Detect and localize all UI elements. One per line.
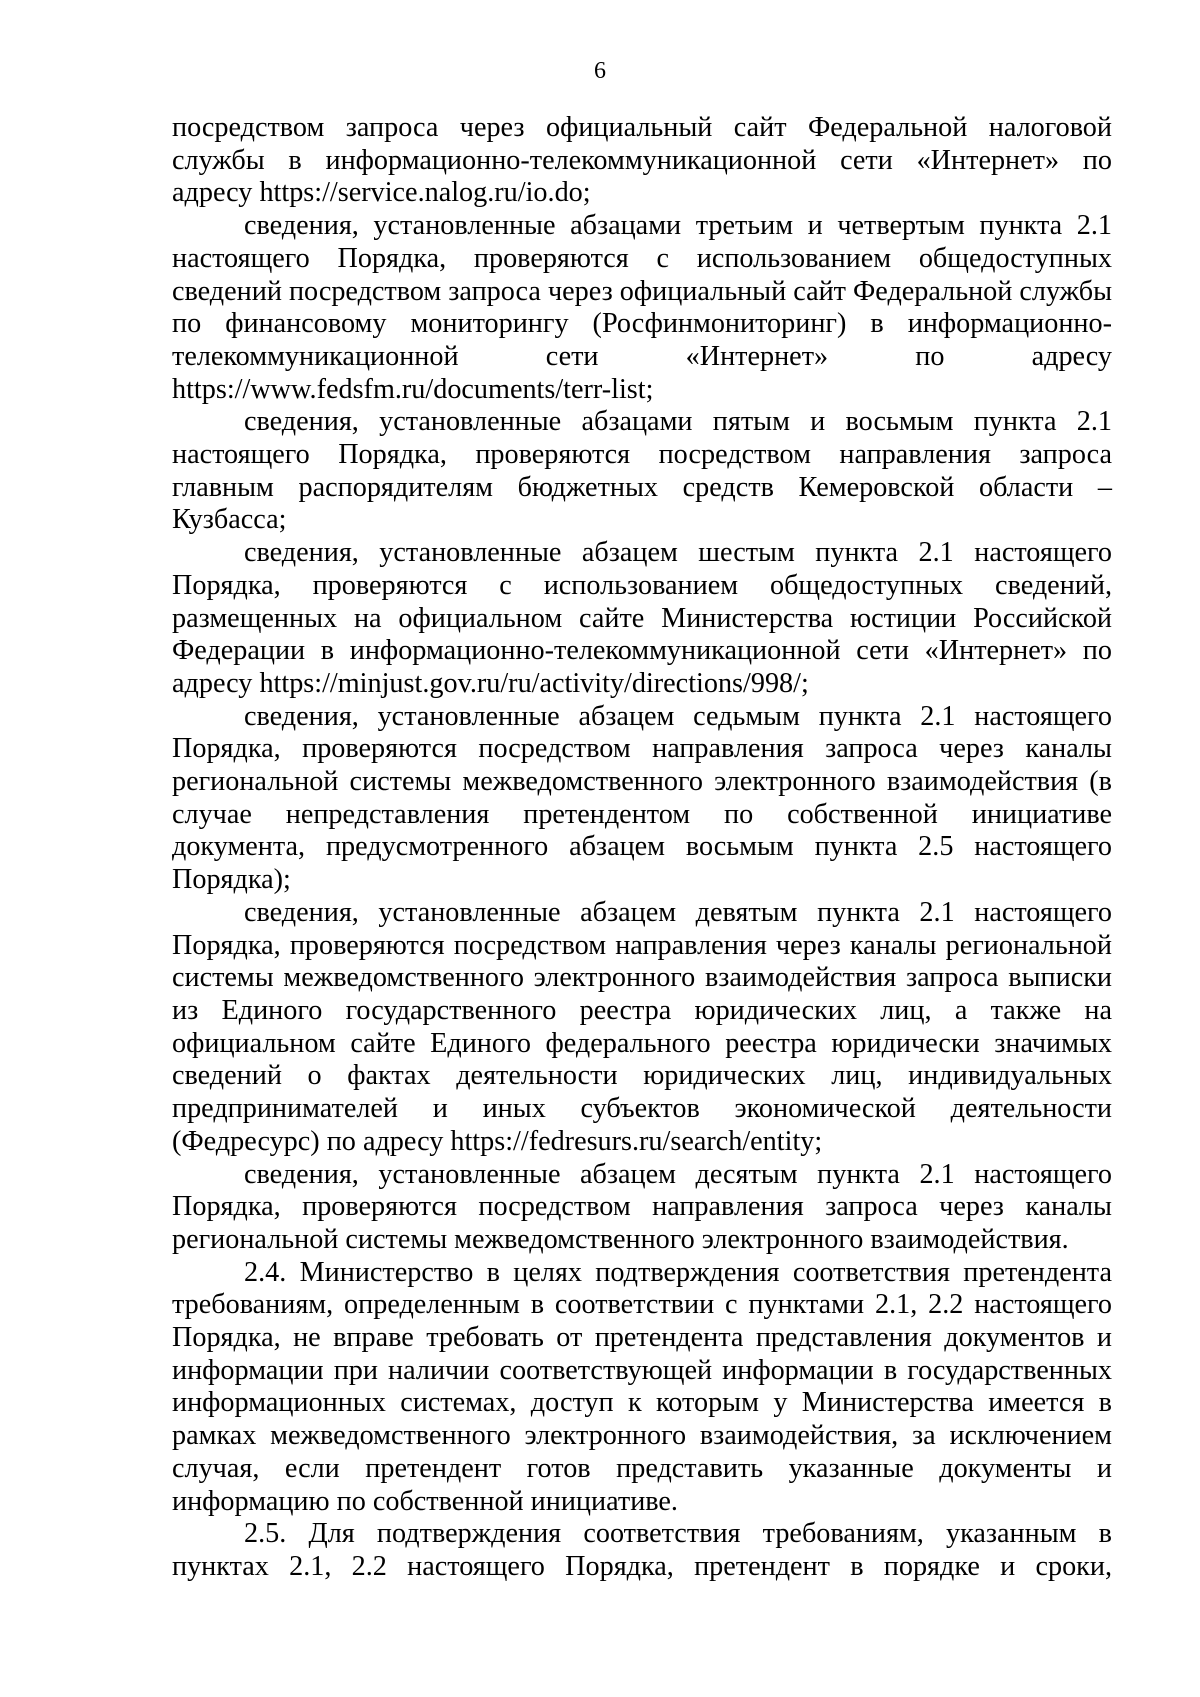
text-line: https://www.fedsfm.ru/documents/terr-list; — [172, 373, 654, 405]
text-line: сведения, установленные абзацем десятым пункта 2.1 настоящего — [244, 1158, 1112, 1190]
text-line: Порядка, проверяются посредством направления запроса через каналы — [172, 733, 1112, 765]
text-line: сведений посредством запроса через официальный сайт Федеральной службы — [172, 275, 1113, 307]
text-line: сведений о фактах деятельности юридических лиц, индивидуальных — [172, 1060, 1112, 1092]
paragraph — [172, 701, 1112, 897]
text-line: региональной системы межведомственного электронного взаимодействия. — [172, 1223, 1069, 1255]
text-line: информации при наличии соответствующей информации в государственных — [172, 1354, 1112, 1386]
text-line: из Единого государственного реестра юридических лиц, а также на — [172, 994, 1112, 1026]
text-line: информацию по собственной инициативе. — [172, 1485, 678, 1517]
paragraph — [172, 406, 1112, 537]
text-line: Кузбасса; — [172, 504, 287, 536]
text-line: Порядка); — [172, 864, 291, 896]
paragraph — [172, 210, 1112, 406]
text-line: Порядка, проверяются с использованием общедоступных сведений, — [172, 569, 1112, 601]
page-number: 6 — [594, 58, 606, 84]
text-line: сведения, установленные абзацами пятым и восьмым пункта 2.1 — [244, 406, 1112, 438]
text-line: главным распорядителям бюджетных средств Кемеровской области – — [172, 471, 1112, 503]
text-line: Порядка, проверяются посредством направления запроса через каналы — [172, 1191, 1112, 1223]
paragraph — [172, 1518, 1112, 1583]
text-line: случае непредставления претендентом по собственной инициативе — [172, 798, 1112, 830]
text-line: сведения, установленные абзацем девятым пункта 2.1 настоящего — [244, 896, 1112, 928]
paragraph — [172, 112, 1112, 210]
text-line: официальном сайте Единого федерального реестра юридически значимых — [172, 1027, 1112, 1059]
text-line: системы межведомственного электронного взаимодействия запроса выписки — [172, 962, 1112, 994]
text-line: настоящего Порядка, проверяются с использованием общедоступных — [172, 242, 1112, 274]
text-line: требованиям, определенным в соответствии с пунктами 2.1, 2.2 настоящего — [172, 1289, 1112, 1321]
text-line: по финансовому мониторингу (Росфинмониторинг) в информационно- — [172, 308, 1112, 340]
text-line: (Федресурс) по адресу https://fedresurs.ru/search/entity; — [172, 1125, 823, 1157]
text-line: размещенных на официальном сайте Министерства юстиции Российской — [172, 602, 1112, 634]
text-line: настоящего Порядка, проверяются посредством направления запроса — [172, 439, 1112, 471]
document-body — [172, 112, 1112, 1584]
paragraph — [172, 537, 1112, 701]
text-line: службы в информационно-телекоммуникационной сети «Интернет» по — [172, 144, 1112, 176]
text-line: посредством запроса через официальный сайт Федеральной налоговой — [172, 112, 1112, 143]
text-line: Порядка, не вправе требовать от претендента представления документов и — [172, 1322, 1112, 1354]
text-line: Порядка, проверяются посредством направления через каналы региональной — [172, 929, 1112, 961]
text-line: сведения, установленные абзацем седьмым пункта 2.1 настоящего — [244, 700, 1112, 732]
text-line: предпринимателей и иных субъектов экономической деятельности — [172, 1093, 1112, 1125]
text-line: пунктах 2.1, 2.2 настоящего Порядка, претендент в порядке и сроки, — [172, 1550, 1112, 1582]
text-line: сведения, установленные абзацем шестым пункта 2.1 настоящего — [244, 537, 1112, 569]
text-line: случая, если претендент готов представить указанные документы и — [172, 1452, 1112, 1484]
text-line: сведения, установленные абзацами третьим и четвертым пункта 2.1 — [244, 210, 1112, 242]
text-line: 2.5. Для подтверждения соответствия требованиям, указанным в — [244, 1518, 1112, 1550]
text-line: 2.4. Министерство в целях подтверждения соответствия претендента — [244, 1256, 1112, 1288]
paragraph — [172, 897, 1112, 1159]
text-line: Федерации в информационно-телекоммуникационной сети «Интернет» по — [172, 635, 1112, 667]
text-line: телекоммуникационной сети «Интернет» по адресу — [172, 340, 1112, 372]
text-line: информационных системах, доступ к которым у Министерства имеется в — [172, 1387, 1112, 1419]
text-line: региональной системы межведомственного электронного взаимодействия (в — [172, 766, 1112, 798]
text-line: документа, предусмотренного абзацем восьмым пункта 2.5 настоящего — [172, 831, 1112, 863]
paragraph — [172, 1257, 1112, 1519]
text-line: адресу https://minjust.gov.ru/ru/activity/directions/998/; — [172, 667, 809, 699]
paragraph — [172, 1159, 1112, 1257]
text-line: рамках межведомственного электронного взаимодействия, за исключением — [172, 1420, 1112, 1452]
text-line: адресу https://service.nalog.ru/io.do; — [172, 177, 591, 209]
